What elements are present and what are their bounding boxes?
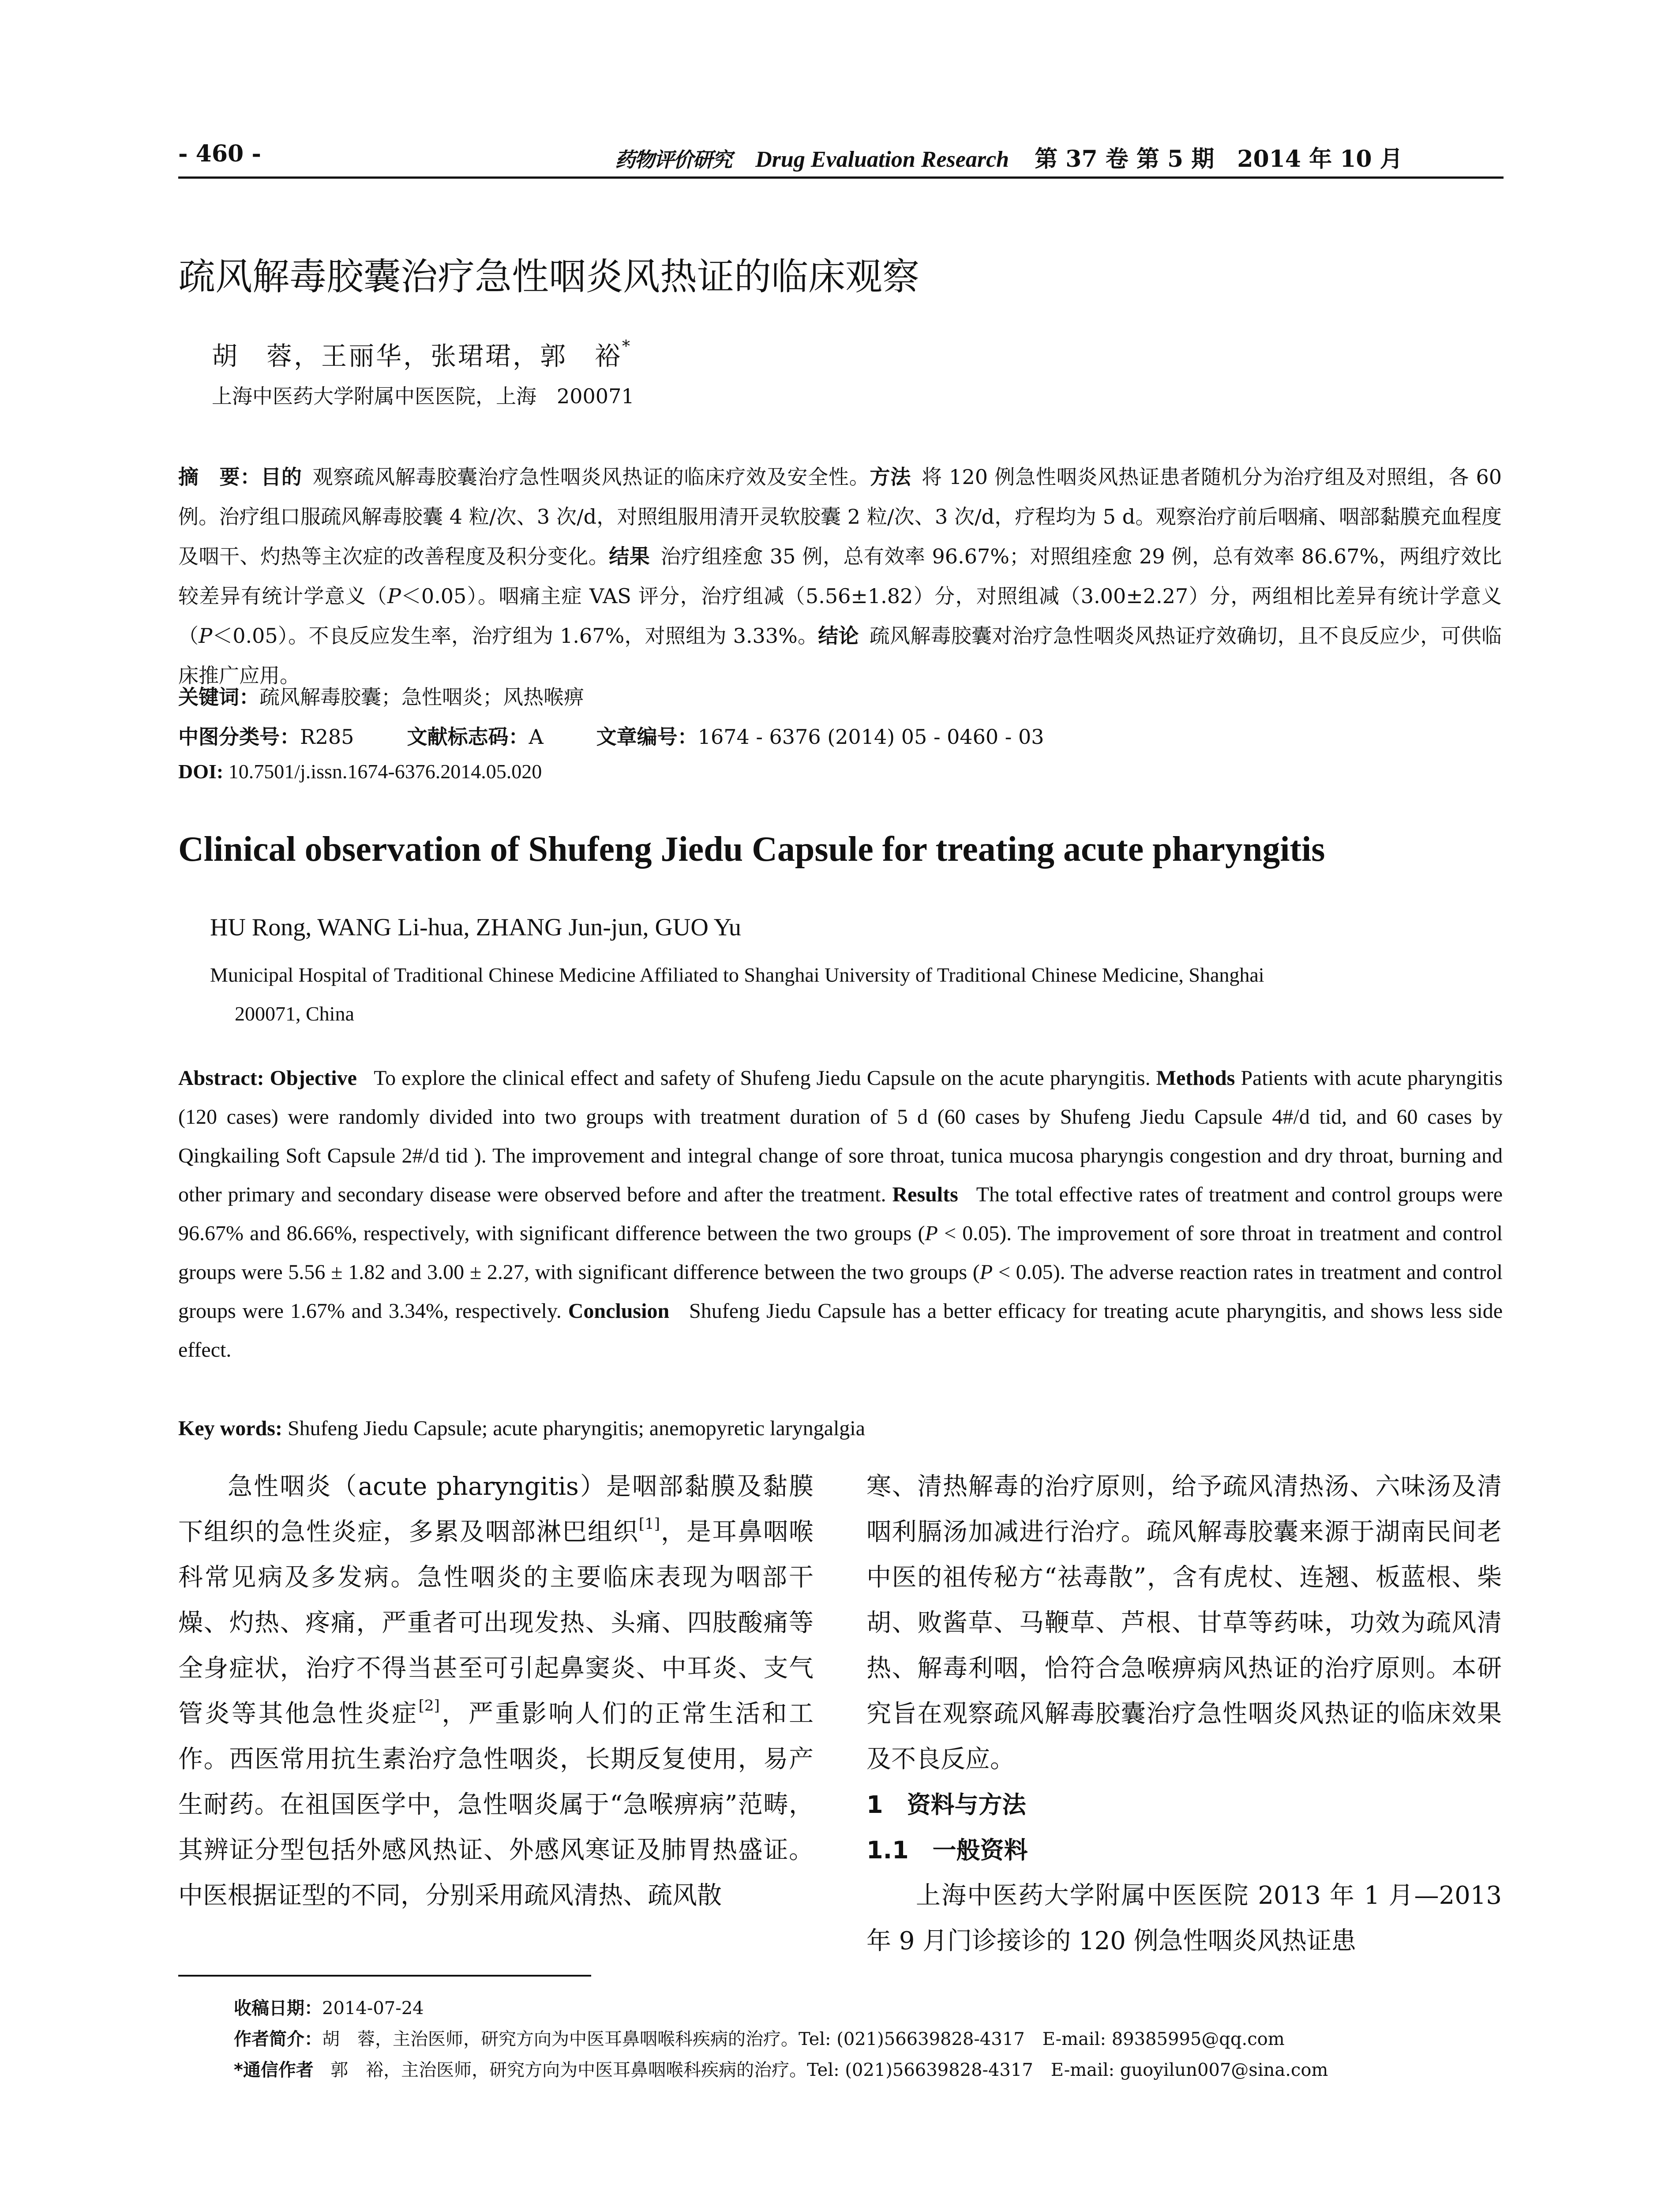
footnote-received <box>234 1994 424 2019</box>
keywords-en-value: Shufeng Jiedu Capsule; acute pharyngitis; anemopyretic laryngalgia <box>287 1417 865 1440</box>
received-date: 2014-07-24 <box>322 1998 424 2018</box>
footnote-corresponding <box>234 2056 1328 2081</box>
section-heading-1-1: 1.1 一般资料 <box>866 1836 1028 1864</box>
section-heading-1: 1 资料与方法 <box>866 1791 1026 1819</box>
objective-en: To explore the clinical effect and safety of Shufeng Jiedu Capsule on the acute pharyngitis. <box>374 1066 1151 1090</box>
results-cn-a: 治疗组痊愈 35 例，总有效率 96.67%；对照组痊愈 29 例，总有效率 86.67%，两组疗效比较差异有统计学意义（ <box>178 544 1502 608</box>
results-label-en: Results <box>892 1183 958 1206</box>
body-paragraph-intro <box>178 1464 814 1918</box>
abstract-en <box>178 1059 1503 1369</box>
keywords-en <box>178 1416 865 1441</box>
abstract-cn <box>178 457 1502 695</box>
keywords-cn-label: 关键词： <box>178 685 259 709</box>
doc-code-label: 文献标志码： <box>407 725 529 749</box>
conclusion-cn: 疏风解毒胶囊对治疗急性咽炎风热证疗效确切，且不良反应少，可供临床推广应用。 <box>178 624 1502 687</box>
affiliation-en-line1: Municipal Hospital of Traditional Chinese Medicine Affiliated to Shanghai University of Traditional Chinese Medicine, Shanghai <box>210 964 1264 986</box>
authors-cn-names: 胡 蓉，王丽华，张珺珺，郭 裕 <box>212 341 622 371</box>
intro-text-a: 急性咽炎（acute pharyngitis）是咽部黏膜及黏膜下组织的急性炎症，多累及咽部淋巴组织 <box>178 1472 814 1546</box>
conclusion-label-cn: 结论 <box>818 624 859 648</box>
article-no-label: 文章编号： <box>596 725 698 749</box>
keywords-cn-value: 疏风解毒胶囊；急性咽炎；风热喉痹 <box>259 685 584 709</box>
corresponding-bio: 郭 裕，主治医师，研究方向为中医耳鼻咽喉科疾病的治疗。Tel: (021)56639828-4317 E-mail: guoyilun007@sina.com <box>330 2060 1328 2080</box>
p-symbol-cn-2: P <box>199 624 213 648</box>
p-symbol-en-2: P <box>979 1261 993 1284</box>
title-cn: 疏风解毒胶囊治疗急性咽炎风热证的临床观察 <box>178 255 920 298</box>
title-en: Clinical observation of Shufeng Jiedu Capsule for treating acute pharyngitis <box>178 830 1325 869</box>
affiliation-en <box>210 956 1503 1033</box>
issue-info: 第 37 卷 第 5 期 2014 年 10 月 <box>1035 146 1403 173</box>
citation-1[interactable]: [1] <box>638 1515 660 1533</box>
article-no-value: 1674 - 6376 (2014) 05 - 0460 - 03 <box>698 725 1044 749</box>
intro-text-b: ，是耳鼻咽喉科常见病及多发病。急性咽炎的主要临床表现为咽部干燥、灼热、疼痛，严重者可出现发热、头痛、四肢酸痛等全身症状，治疗不得当甚至可引起鼻窦炎、中耳炎、支气管炎等其他急性炎症 <box>178 1518 814 1728</box>
body-column-left <box>178 1464 814 1918</box>
results-en-a: The total effective rates of treatment and control groups were 96.67% and 86.66%, respectively, with significant difference between the two groups ( <box>178 1183 1503 1245</box>
results-en-b: < 0.05). The improvement of sore throat in treatment and control groups were 5.56 ± 1.82 and 3.00 ± 2.27, with significant difference between the two groups ( <box>178 1222 1503 1284</box>
corresponding-label: *通信作者 <box>234 2060 314 2080</box>
author-bio: 胡 蓉，主治医师，研究方向为中医耳鼻咽喉科疾病的治疗。Tel: (021)56639828-4317 E-mail: 89385995@qq.com <box>322 2029 1285 2049</box>
methods-label-cn: 方法 <box>870 465 911 489</box>
results-cn-c: ＜0.05）。不良反应发生率，治疗组为 1.67%，对照组为 3.33%。 <box>212 624 818 648</box>
p-symbol-en-1: P <box>925 1222 938 1245</box>
results-label-cn: 结果 <box>609 544 650 568</box>
conclusion-label-en: Conclusion <box>568 1299 670 1323</box>
body-paragraph-continued: 寒、清热解毒的治疗原则，给予疏风清热汤、六味汤及清咽利膈汤加减进行治疗。疏风解毒胶囊来源于湖南民间老中医的祖传秘方“祛毒散”，含有虎杖、连翘、板蓝根、柴胡、败酱草、马鞭草、芦根、甘草等药味，功效为疏风清热、解毒利咽，恰符合急喉痹病风热证的治疗原则。本研究旨在观察疏风解毒胶囊治疗急性咽炎风热证的临床效果及不良反应。 <box>866 1472 1502 1774</box>
running-header <box>178 140 1502 176</box>
received-label: 收稿日期： <box>234 1998 322 2018</box>
keywords-en-label: Key words: <box>178 1417 282 1440</box>
doi-line <box>178 760 542 783</box>
authors-cn <box>212 335 632 372</box>
doc-code-value: A <box>529 725 544 749</box>
page-number: - 460 - <box>178 140 261 167</box>
author-bio-label: 作者简介： <box>234 2029 322 2049</box>
methods-label-en: Methods <box>1156 1066 1235 1090</box>
results-cn-b: ＜0.05）。咽痛主症 VAS 评分，治疗组减（5.56±1.82）分，对照组减（3.00±2.27）分，两组相比差异有统计学意义（ <box>178 584 1502 648</box>
objective-label-en: Objective <box>270 1066 357 1090</box>
journal-info <box>615 140 1403 173</box>
methods-cn: 将 120 例急性咽炎风热证患者随机分为治疗组及对照组，各 60 例。治疗组口服疏风解毒胶囊 4 粒/次、3 次/d，对照组服用清开灵软胶囊 2 粒/次、3 次/d，疗程均为 5 d。观察治疗前后咽痛、咽部黏膜充血程度及咽干、灼热等主次症的改善程度及积分变化。 <box>178 465 1502 568</box>
journal-name: Drug Evaluation Research <box>755 147 1009 172</box>
abstract-en-label: Abstract: <box>178 1066 264 1090</box>
clc-label: 中图分类号： <box>178 725 300 749</box>
conclusion-en: Shufeng Jiedu Capsule has a better efficacy for treating acute pharyngitis, and shows less side effect. <box>178 1299 1503 1362</box>
p-symbol-cn-1: P <box>387 584 401 608</box>
citation-2[interactable]: [2] <box>418 1697 440 1715</box>
doi-value: 10.7501/j.issn.1674-6376.2014.05.020 <box>228 760 542 783</box>
affiliation-cn: 上海中医药大学附属中医医院，上海 200071 <box>212 384 634 408</box>
objective-cn: 观察疏风解毒胶囊治疗急性咽炎风热证的临床疗效及安全性。 <box>312 465 870 489</box>
classification-line <box>178 721 1044 750</box>
results-en-c: < 0.05). The adverse reaction rates in treatment and control groups were 1.67% and 3.34%, respectively. <box>178 1261 1503 1323</box>
header-rule <box>178 176 1504 179</box>
clc-value: R285 <box>300 725 354 749</box>
affiliation-en-line2: 200071, China <box>235 1002 354 1025</box>
footnote-author <box>234 2025 1285 2050</box>
body-column-right <box>866 1464 1502 1964</box>
abstract-cn-label: 摘 要： <box>178 465 261 489</box>
keywords-cn <box>178 681 584 710</box>
corresponding-mark: * <box>622 338 632 356</box>
intro-text-c: ，严重影响人们的正常生活和工作。西医常用抗生素治疗急性咽炎，长期反复使用，易产生耐药。在祖国医学中，急性咽炎属于“急喉痹病”范畴，其辨证分型包括外感风热证、外感风寒证及肺胃热盛证。中医根据证型的不同，分别采用疏风清热、疏风散 <box>178 1700 814 1910</box>
objective-label-cn: 目的 <box>261 465 302 489</box>
journal-logo: 药物评价研究 <box>615 148 731 172</box>
footnote-rule <box>178 1975 591 1977</box>
authors-en: HU Rong, WANG Li-hua, ZHANG Jun-jun, GUO Yu <box>210 914 741 941</box>
body-paragraph-general-data: 上海中医药大学附属中医医院 2013 年 1 月—2013 年 9 月门诊接诊的 120 例急性咽炎风热证患 <box>866 1881 1502 1955</box>
methods-en: Patients with acute pharyngitis (120 cases) were randomly divided into two groups with treatment duration of 5 d (60 cases by Shufeng Jiedu Capsule 4#/d tid, and 60 cases by Qingkailing Soft Capsule 2#/d tid ). The improvement and integral change of sore throat, tunica mucosa pharyngis congestion and dry throat, burning and other primary and secondary disease were observed before and after the treatment. <box>178 1066 1503 1206</box>
doi-label: DOI: <box>178 760 224 783</box>
